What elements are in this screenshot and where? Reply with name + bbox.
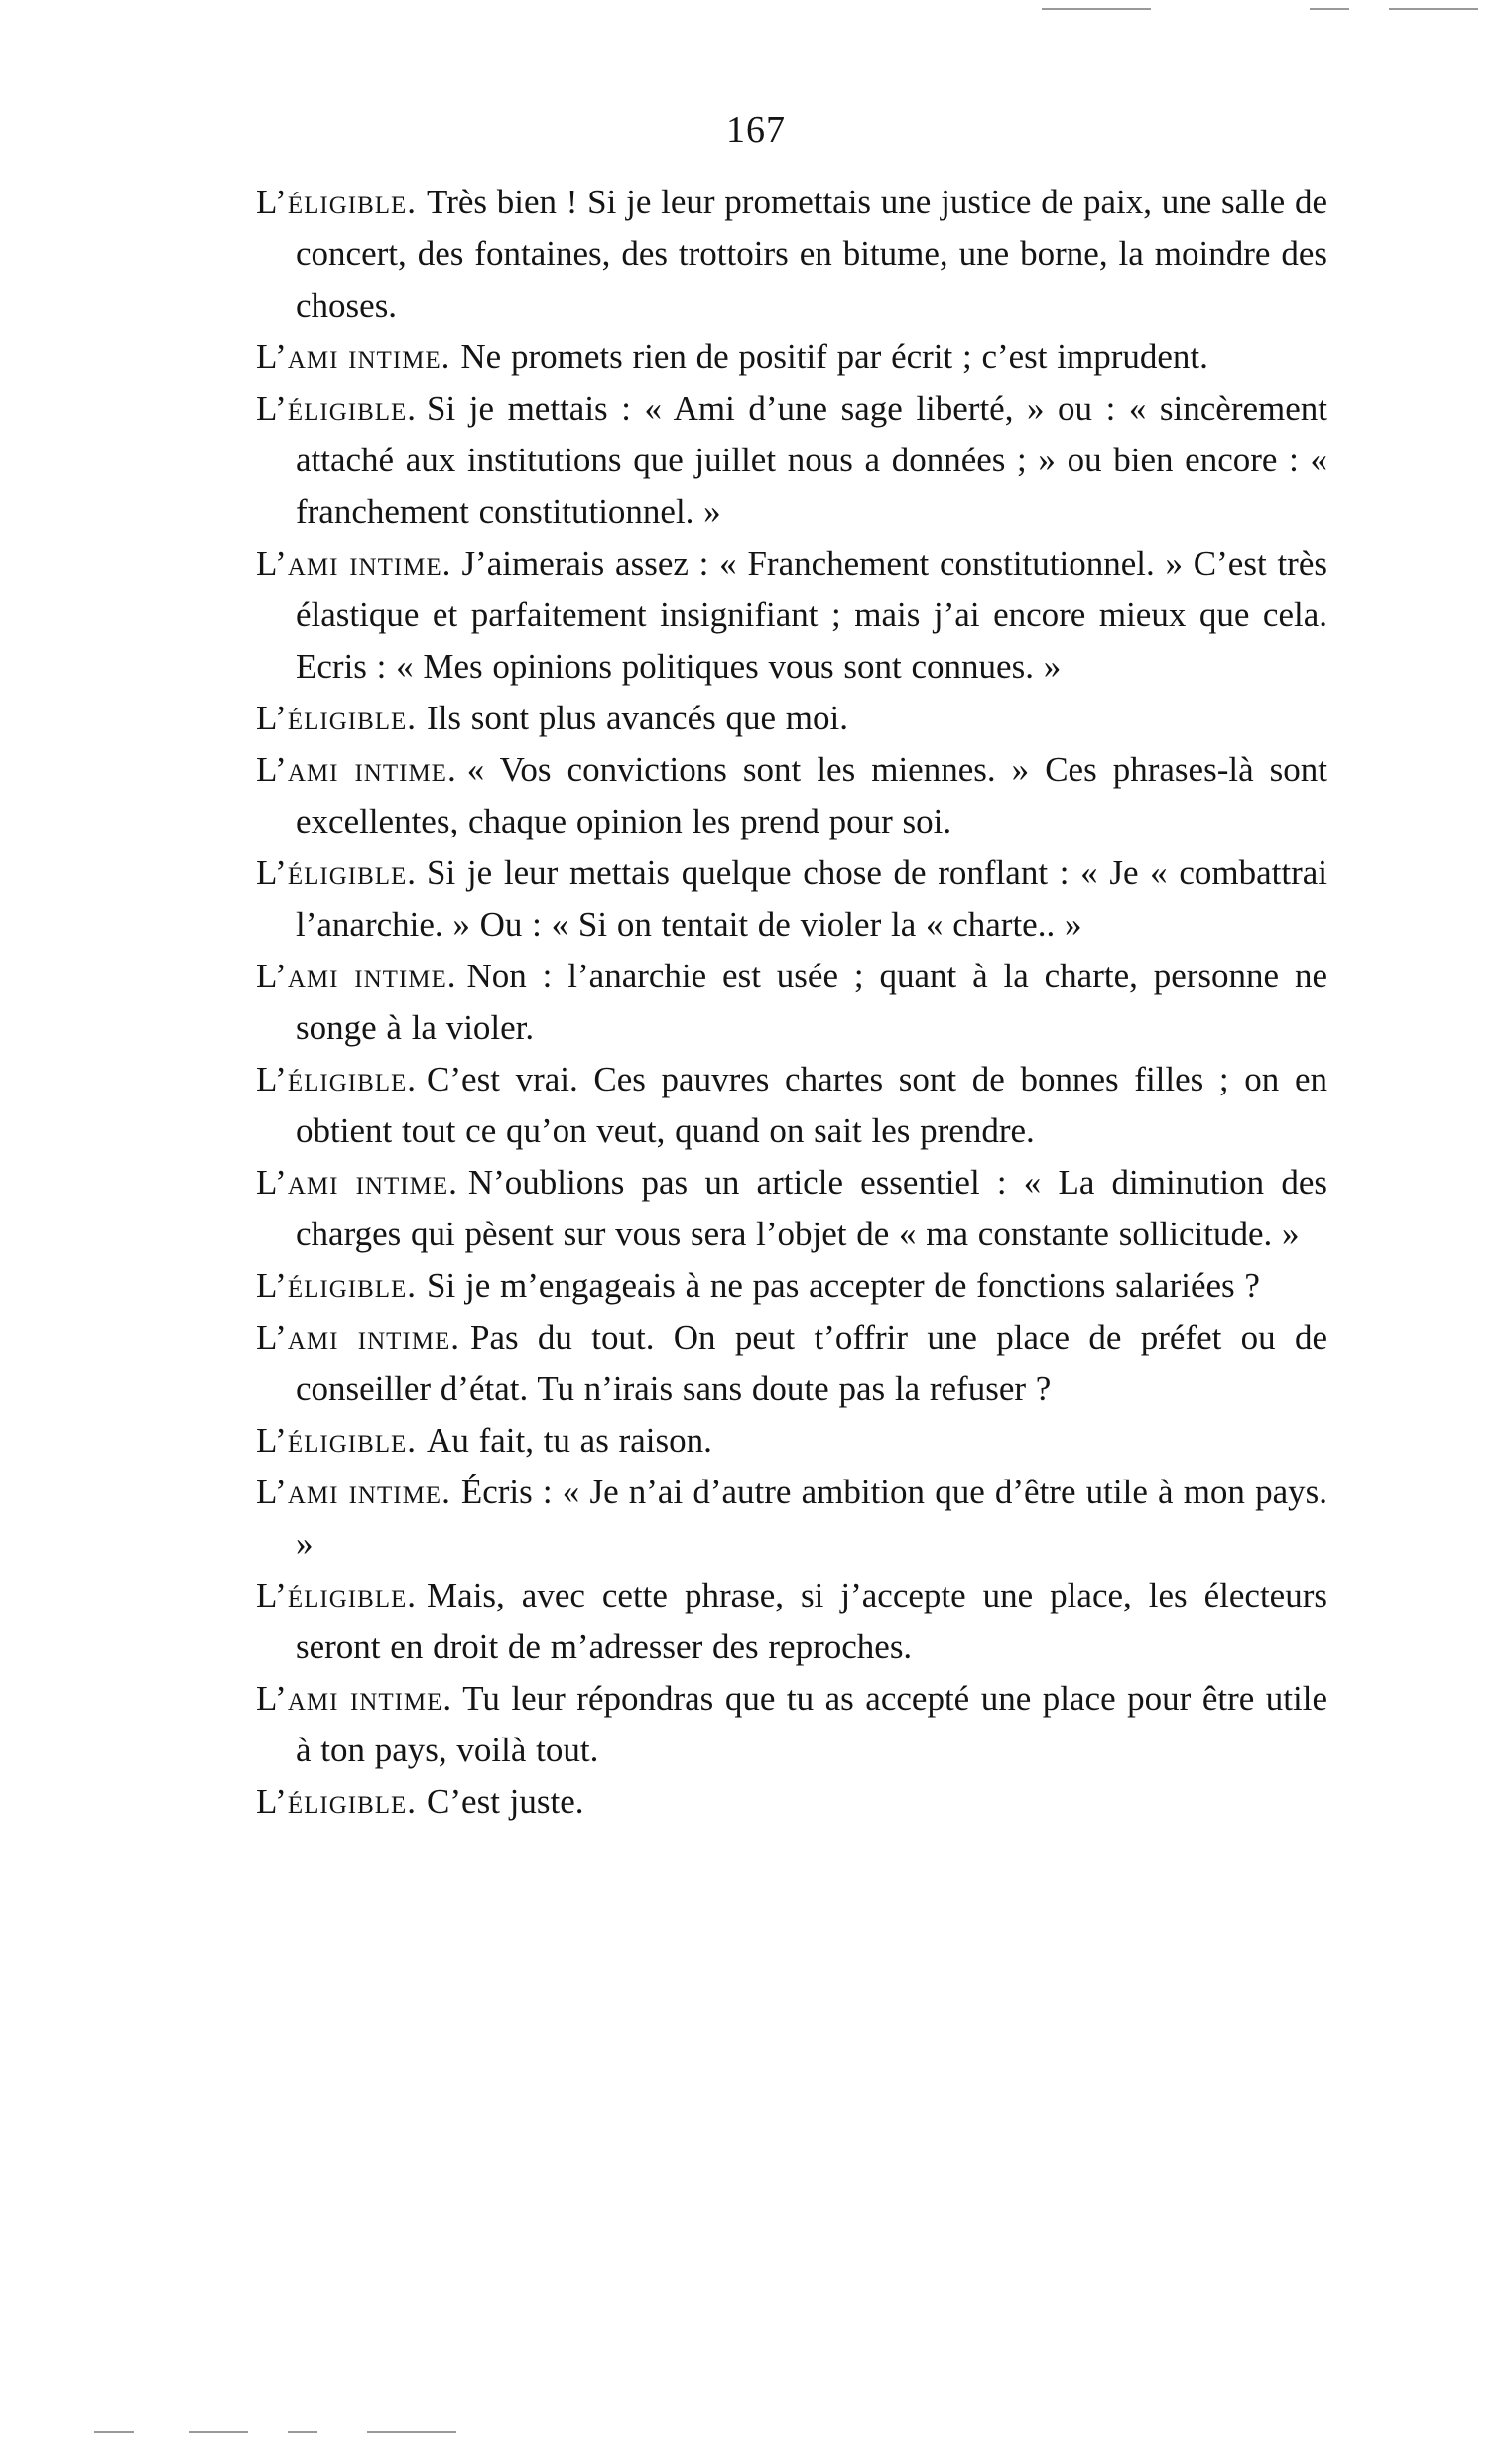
dialogue-entry	[256, 951, 1327, 1054]
speech-text: C’est juste.	[427, 1782, 584, 1821]
speech-text: Si je m’engageais à ne pas accepter de fonctions salariées ?	[427, 1266, 1260, 1305]
speaker-name: L’ami intime.	[256, 750, 457, 789]
dialogue-entry	[256, 847, 1327, 951]
speaker-name: L’ami intime.	[256, 957, 457, 995]
speech-text: Si je leur mettais quelque chose de ronflant : « Je « combattrai l’anarchie. » Ou : « Si on tentait de violer la « charte.. »	[296, 853, 1327, 944]
speech-text: Au fait, tu as raison.	[427, 1421, 712, 1460]
page-number: 167	[726, 109, 786, 151]
speaker-name: L’éligible.	[256, 699, 418, 737]
scan-edge-mark-bottom	[288, 2431, 317, 2433]
speaker-name: L’éligible.	[256, 1576, 418, 1614]
speaker-name: L’éligible.	[256, 853, 418, 892]
speaker-name: L’éligible.	[256, 1782, 418, 1821]
speech-text: Ils sont plus avancés que moi.	[427, 699, 848, 737]
speaker-name: L’ami intime.	[256, 1318, 460, 1356]
dialogue-entry	[256, 1157, 1327, 1260]
scan-edge-mark-top	[1310, 8, 1349, 10]
dialogue-entry	[256, 1312, 1327, 1415]
dialogue-entry	[256, 538, 1327, 693]
speaker-name: L’éligible.	[256, 389, 418, 428]
dialogue-entry	[256, 1054, 1327, 1157]
scan-edge-mark-top	[1389, 8, 1478, 10]
dialogue-entry	[256, 1673, 1327, 1776]
speech-text: Ne promets rien de positif par écrit ; c’est imprudent.	[460, 337, 1208, 376]
speaker-name: L’éligible.	[256, 1266, 418, 1305]
speaker-name: L’ami intime.	[256, 1473, 451, 1511]
speech-text: Pas du tout. On peut t’offrir une place de préfet ou de conseiller d’état. Tu n’irais sans doute pas la refuser ?	[296, 1318, 1328, 1408]
speaker-name: L’ami intime.	[256, 337, 451, 376]
dialogue-entry	[256, 1776, 1327, 1828]
dialogue-entry	[256, 177, 1327, 331]
dialogue-entry	[256, 383, 1327, 538]
dialogue-entry	[256, 1260, 1327, 1312]
speech-text: J’aimerais assez : « Franchement constitutionnel. » C’est très élastique et parfaitement insignifiant ; mais j’ai encore mieux que cela. Ecris : « Mes opinions politiques vous sont connues. »	[296, 544, 1327, 686]
speech-text: Non : l’anarchie est usée ; quant à la charte, personne ne songe à la violer.	[296, 957, 1327, 1047]
speaker-name: L’éligible.	[256, 183, 418, 221]
dialogue-entry	[256, 1570, 1327, 1673]
dialogue-entry	[256, 331, 1327, 383]
speech-text: Si je mettais : « Ami d’une sage liberté, » ou : « sincèrement attaché aux institutions que juillet nous a données ; » ou bien encore : « franchement constitutionnel. »	[296, 389, 1327, 531]
scan-edge-mark-bottom	[189, 2431, 248, 2433]
dialogue-text	[256, 177, 1327, 1828]
speech-text: Écris : « Je n’ai d’autre ambition que d’être utile à mon pays. »	[296, 1473, 1327, 1563]
speaker-name: L’éligible.	[256, 1421, 418, 1460]
speaker-name: L’éligible.	[256, 1060, 418, 1098]
speech-text: Tu leur répondras que tu as accepté une place pour être utile à ton pays, voilà tout.	[296, 1679, 1327, 1769]
speech-text: Très bien ! Si je leur promettais une justice de paix, une salle de concert, des fontaines, des trottoirs en bitume, une borne, la moindre des choses.	[296, 183, 1327, 324]
speech-text: C’est vrai. Ces pauvres chartes sont de bonnes filles ; on en obtient tout ce qu’on veut, quand on sait les prendre.	[296, 1060, 1327, 1150]
speech-text: N’oublions pas un article essentiel : « La diminution des charges qui pèsent sur vous sera l’objet de « ma constante sollicitude. »	[296, 1163, 1327, 1253]
dialogue-entry	[256, 693, 1327, 744]
scan-edge-mark-bottom	[367, 2431, 456, 2433]
dialogue-entry	[256, 744, 1327, 847]
speaker-name: L’ami intime.	[256, 544, 452, 582]
dialogue-entry	[256, 1415, 1327, 1467]
speech-text: Mais, avec cette phrase, si j’accepte une place, les électeurs seront en droit de m’adresser des reproches.	[296, 1576, 1327, 1666]
speaker-name: L’ami intime.	[256, 1679, 453, 1718]
speaker-name: L’ami intime.	[256, 1163, 458, 1202]
scan-edge-mark-top	[1042, 8, 1151, 10]
dialogue-entry	[256, 1467, 1327, 1570]
speech-text: « Vos convictions sont les miennes. » Ces phrases-là sont excellentes, chaque opinion les prend pour soi.	[296, 750, 1328, 840]
scan-edge-mark-bottom	[94, 2431, 134, 2433]
